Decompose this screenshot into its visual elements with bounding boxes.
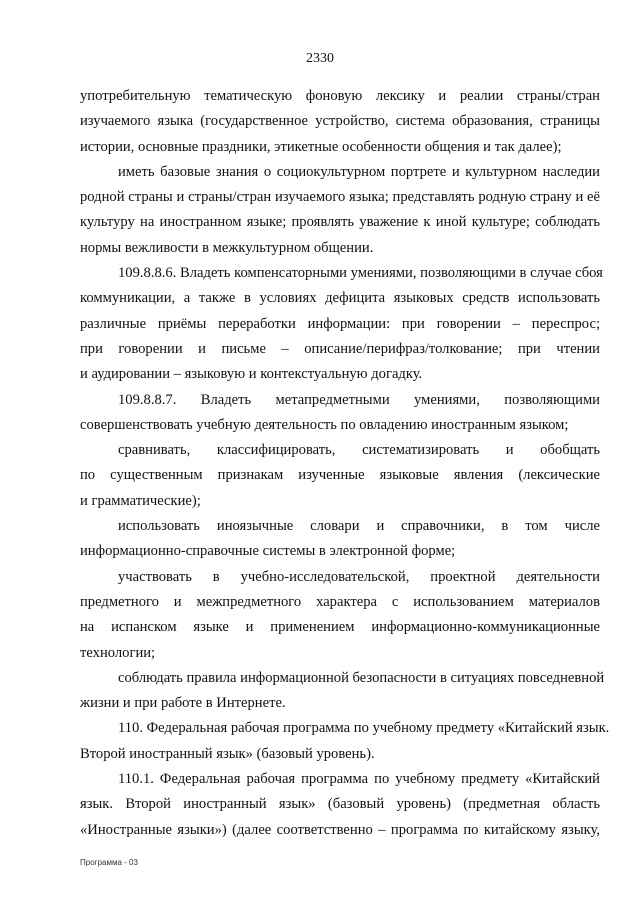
paragraph — [80, 84, 600, 160]
text-line: совершенствовать учебную деятельность по овладению иностранным языком; — [80, 416, 569, 433]
text-line: родной страны и страны/стран изучаемого языка; представлять родную страну и её — [80, 189, 600, 206]
text-line: технологии; — [80, 644, 156, 661]
text-line: по существенным признакам изученные языковые явления (лексические — [80, 467, 600, 484]
paragraph — [80, 716, 610, 767]
page-number: 2330 — [306, 51, 334, 66]
text-line: коммуникации, а также в условиях дефицита языковых средств использовать — [80, 290, 600, 307]
document-body — [80, 84, 610, 843]
paragraph — [80, 388, 600, 439]
text-line: 110. Федеральная рабочая программа по учебному предмету «Китайский язык. — [118, 720, 610, 737]
text-line: использовать иноязычные словари и справочники, в том числе — [118, 518, 600, 535]
paragraph — [80, 160, 600, 261]
text-line: жизни и при работе в Интернете. — [80, 695, 286, 712]
text-line: и аудировании – языковую и контекстуальную догадку. — [80, 366, 423, 383]
paragraph — [80, 261, 603, 387]
text-line: 109.8.8.6. Владеть компенсаторными умениями, позволяющими в случае сбоя — [118, 265, 603, 282]
text-line: Второй иностранный язык» (базовый уровень). — [80, 745, 375, 762]
text-line: нормы вежливости в межкультурном общении. — [80, 239, 374, 256]
text-line: информационно-справочные системы в электронной форме; — [80, 543, 456, 560]
paragraph — [80, 565, 600, 666]
paragraph — [80, 514, 600, 565]
footer-note: Программа - 03 — [80, 858, 138, 867]
text-line: различные приёмы переработки информации: при говорении – переспрос; — [80, 315, 600, 332]
text-line: на испанском языке и применением информационно-коммуникационные — [80, 619, 600, 636]
text-line: язык. Второй иностранный язык» (базовый уровень) (предметная область — [80, 796, 600, 813]
text-line: иметь базовые знания о социокультурном портрете и культурном наследии — [118, 163, 600, 180]
text-line: изучаемого языка (государственное устройство, система образования, страницы — [80, 113, 600, 130]
text-line: «Иностранные языки») (далее соответственно – программа по китайскому языку, — [80, 821, 600, 838]
text-line: предметного и межпредметного характера с использованием материалов — [80, 593, 600, 610]
text-line: истории, основные праздники, этикетные особенности общения и так далее); — [80, 138, 562, 155]
text-line: участвовать в учебно-исследовательской, проектной деятельности — [118, 568, 600, 585]
text-line: 110.1. Федеральная рабочая программа по учебному предмету «Китайский — [118, 771, 600, 788]
text-line: при говорении и письме – описание/перифраз/толкование; при чтении — [80, 340, 600, 357]
paragraph — [80, 767, 600, 843]
paragraph — [80, 666, 605, 717]
text-line: и грамматические); — [80, 492, 201, 509]
paragraph — [80, 438, 600, 514]
text-line: употребительную тематическую фоновую лексику и реалии страны/стран — [80, 88, 600, 104]
text-line: соблюдать правила информационной безопасности в ситуациях повседневной — [118, 669, 605, 686]
text-line: 109.8.8.7. Владеть метапредметными умениями, позволяющими — [118, 391, 600, 408]
text-line: сравнивать, классифицировать, систематизировать и обобщать — [118, 442, 600, 459]
text-line: культуру на иностранном языке; проявлять уважение к иной культуре; соблюдать — [80, 214, 600, 231]
